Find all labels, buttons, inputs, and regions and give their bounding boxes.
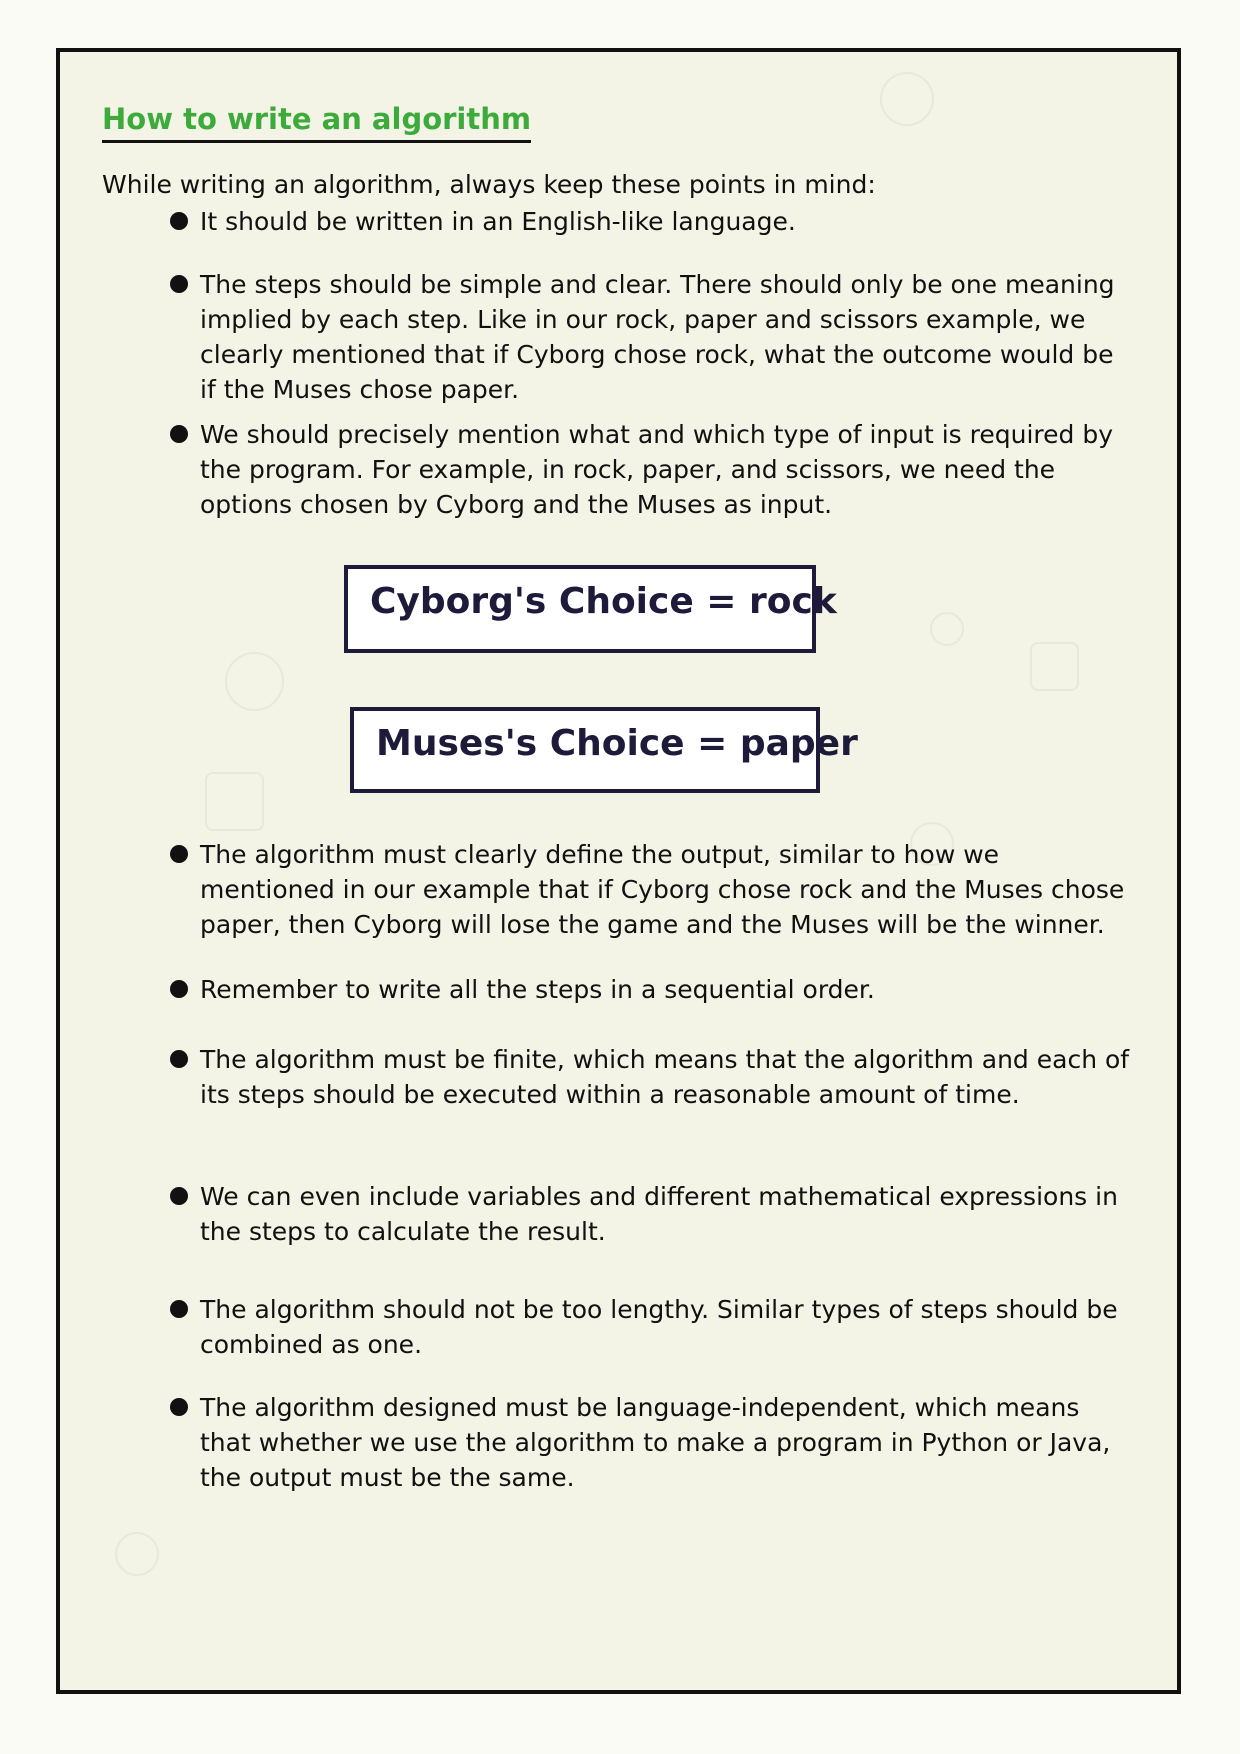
bullet-text: The steps should be simple and clear. There should only be one meaning implied by each step. Like in our rock, paper and scissors example, we clearly mentioned that if Cyborg chose rock, what the outcome would be if the Muses chose paper. (200, 270, 1115, 404)
bullet-item (200, 1390, 1130, 1495)
intro-text: While writing an algorithm, always keep these points in mind: (102, 170, 876, 199)
bullet-text: The algorithm must clearly define the output, similar to how we mentioned in our example that if Cyborg chose rock and the Muses chose paper, then Cyborg will lose the game and the Muses will be the winner. (200, 840, 1125, 939)
bullet-item (200, 204, 1130, 239)
background-circle-decoration (930, 612, 964, 646)
bullet-text: The algorithm must be finite, which means that the algorithm and each of its steps should be executed within a reasonable amount of time. (200, 1045, 1130, 1109)
bullet-dot-icon (170, 1300, 188, 1318)
bullet-item (200, 1292, 1130, 1362)
background-circle-decoration (880, 72, 934, 126)
bullet-text: The algorithm designed must be language-independent, which means that whether we use the algorithm to make a program in Python or Java, the output must be the same. (200, 1393, 1111, 1492)
bullet-dot-icon (170, 275, 188, 293)
bullet-dot-icon (170, 1187, 188, 1205)
bullet-text: It should be written in an English-like language. (200, 207, 796, 236)
bullet-dot-icon (170, 1398, 188, 1416)
bullet-text: We should precisely mention what and which type of input is required by the program. For example, in rock, paper, and scissors, we need the options chosen by Cyborg and the Muses as input. (200, 420, 1114, 519)
page-frame (56, 48, 1181, 1694)
bullet-item (200, 1042, 1130, 1112)
bullet-dot-icon (170, 425, 188, 443)
bullet-dot-icon (170, 1050, 188, 1068)
bullet-item (200, 972, 1130, 1007)
bullet-dot-icon (170, 212, 188, 230)
bullet-item (200, 417, 1130, 522)
bullet-text: We can even include variables and different mathematical expressions in the steps to calculate the result. (200, 1182, 1118, 1246)
background-circle-decoration (115, 1532, 159, 1576)
bullet-dot-icon (170, 980, 188, 998)
background-square-decoration (1030, 642, 1079, 691)
bullet-text: Remember to write all the steps in a sequential order. (200, 975, 875, 1004)
bullet-item (200, 267, 1130, 407)
cyborg-choice-box: Cyborg's Choice = rock (344, 565, 816, 653)
background-circle-decoration (225, 652, 284, 711)
bullet-text: The algorithm should not be too lengthy. Similar types of steps should be combined as one. (200, 1295, 1118, 1359)
muses-choice-box: Muses's Choice = paper (350, 707, 820, 793)
bullet-dot-icon (170, 845, 188, 863)
section-heading: How to write an algorithm (102, 102, 531, 143)
background-square-decoration (205, 772, 264, 831)
bullet-item (200, 1179, 1130, 1249)
bullet-item (200, 837, 1130, 942)
